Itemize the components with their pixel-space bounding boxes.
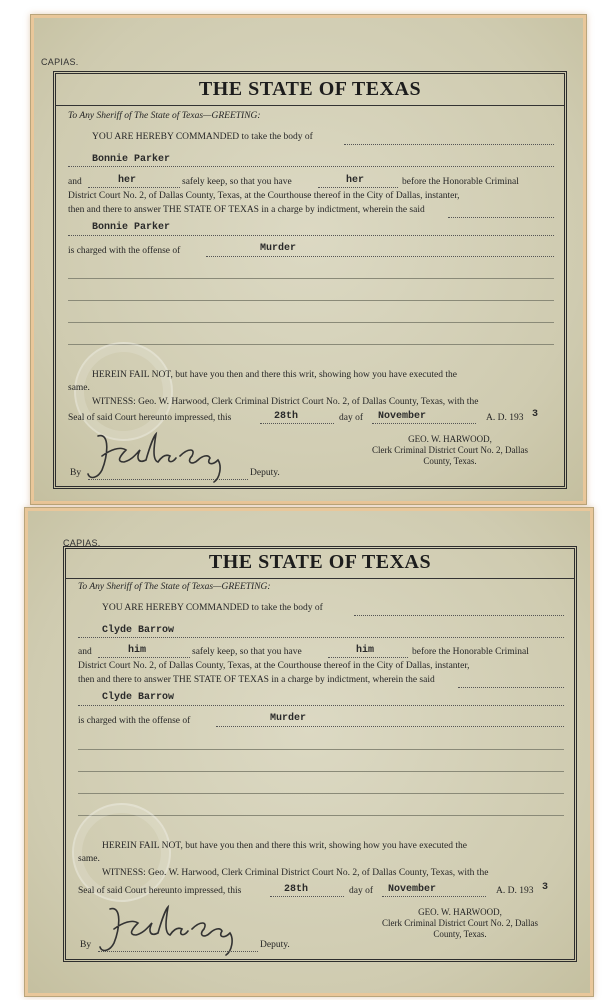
answer-line: then and there to answer THE STATE OF TEXAS in a charge by indictment, wherein the said xyxy=(68,205,425,215)
command-text: YOU ARE HEREBY COMMANDED to take the body of xyxy=(92,132,313,142)
offense-field: Murder xyxy=(270,713,307,724)
seal-line-text: Seal of said Court hereunto impressed, this xyxy=(68,413,232,423)
defendant-name-repeat: Clyde Barrow xyxy=(102,692,175,703)
year-digit-field: 3 xyxy=(542,882,549,893)
and-word: and xyxy=(68,177,82,187)
clerk-block xyxy=(340,434,560,467)
witness-text: WITNESS: Geo. W. Harwood, Clerk Criminal District Court No. 2, of Dallas County, Texas, with the xyxy=(92,397,479,407)
charged-with-text: is charged with the offense of xyxy=(78,716,191,726)
herein-fail-text: HEREIN FAIL NOT, but have you then and there this writ, showing how you have executed the xyxy=(92,370,457,380)
court-line: District Court No. 2, of Dallas County, Texas, at the Courthouse thereof in the City of Dallas, instanter, xyxy=(78,661,470,671)
pronoun-field: her xyxy=(346,175,365,186)
writ-title: THE STATE OF TEXAS xyxy=(198,78,422,100)
greeting: To Any Sheriff of The State of Texas—GREETING: xyxy=(78,582,271,592)
deputy-signature xyxy=(80,426,230,484)
seal-line-text: Seal of said Court hereunto impressed, this xyxy=(78,886,242,896)
court-line: District Court No. 2, of Dallas County, Texas, at the Courthouse thereof in the City of Dallas, instanter, xyxy=(68,191,460,201)
same-text: same. xyxy=(68,383,90,393)
by-label: By xyxy=(70,468,82,478)
day-field: 28th xyxy=(284,884,309,895)
command-text: YOU ARE HEREBY COMMANDED to take the body of xyxy=(102,603,323,613)
clerk-block xyxy=(350,907,570,940)
ad-year-prefix: A. D. 193 xyxy=(496,886,534,896)
deputy-signature xyxy=(92,899,242,957)
writ-border xyxy=(53,71,567,489)
defendant-name: Clyde Barrow xyxy=(102,625,175,636)
writ-border xyxy=(63,546,577,962)
answer-line: then and there to answer THE STATE OF TEXAS in a charge by indictment, wherein the said xyxy=(78,675,435,685)
and-word: and xyxy=(78,647,92,657)
capias-label: CAPIAS. xyxy=(41,57,79,67)
blank-line xyxy=(78,793,564,794)
month-field: November xyxy=(388,884,437,895)
before-court-text: before the Honorable Criminal xyxy=(412,647,529,657)
defendant-name: Bonnie Parker xyxy=(92,154,171,165)
clerk-name: GEO. W. HARWOOD, xyxy=(418,907,502,917)
clerk-title-line-2: County, Texas. xyxy=(423,456,477,466)
before-court-text: before the Honorable Criminal xyxy=(402,177,519,187)
day-field: 28th xyxy=(274,411,299,422)
deputy-label: Deputy. xyxy=(250,468,280,478)
offense-field: Murder xyxy=(260,243,297,254)
blank-line xyxy=(68,278,554,279)
clerk-title-line-2: County, Texas. xyxy=(433,929,487,939)
title-divider xyxy=(56,105,564,106)
greeting: To Any Sheriff of The State of Texas—GREETING: xyxy=(68,111,261,121)
capias-label: CAPIAS. xyxy=(63,538,101,548)
safely-keep-text: safely keep, so that you have xyxy=(192,647,302,657)
pronoun-field: him xyxy=(356,645,375,656)
herein-fail-text: HEREIN FAIL NOT, but have you then and there this writ, showing how you have executed the xyxy=(102,841,467,851)
clerk-title-line-1: Clerk Criminal District Court No. 2, Dallas xyxy=(382,918,538,928)
same-text: same. xyxy=(78,854,100,864)
charged-with-text: is charged with the offense of xyxy=(68,246,181,256)
pronoun-field: him xyxy=(128,645,147,656)
clerk-name: GEO. W. HARWOOD, xyxy=(408,434,492,444)
writ-sheet-bonnie-parker xyxy=(30,14,587,505)
safely-keep-text: safely keep, so that you have xyxy=(182,177,292,187)
writ-sheet-clyde-barrow xyxy=(24,507,594,997)
blank-line xyxy=(68,300,554,301)
blank-line xyxy=(78,749,564,750)
by-label: By xyxy=(80,940,92,950)
year-digit-field: 3 xyxy=(532,409,539,420)
clerk-title-line-1: Clerk Criminal District Court No. 2, Dallas xyxy=(372,445,528,455)
writ-title: THE STATE OF TEXAS xyxy=(208,551,432,573)
ad-year-prefix: A. D. 193 xyxy=(486,413,524,423)
title-divider xyxy=(66,578,574,579)
blank-line xyxy=(78,771,564,772)
defendant-name-repeat: Bonnie Parker xyxy=(92,222,171,233)
month-field: November xyxy=(378,411,427,422)
deputy-label: Deputy. xyxy=(260,940,290,950)
witness-text: WITNESS: Geo. W. Harwood, Clerk Criminal District Court No. 2, of Dallas County, Texas, with the xyxy=(102,868,489,878)
pronoun-field: her xyxy=(118,175,137,186)
day-of-text: day of xyxy=(339,413,364,423)
day-of-text: day of xyxy=(349,886,374,896)
blank-line xyxy=(68,322,554,323)
